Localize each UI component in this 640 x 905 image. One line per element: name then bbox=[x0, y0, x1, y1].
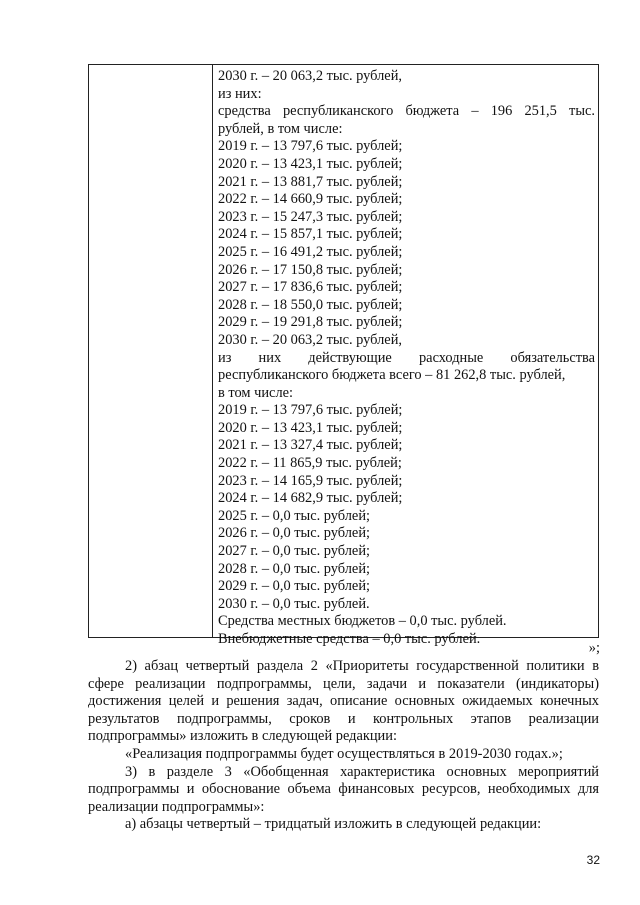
page-number: 32 bbox=[586, 853, 600, 867]
table-line: 2027 г. – 0,0 тыс. рублей; bbox=[218, 543, 371, 560]
financing-table bbox=[88, 64, 599, 647]
paragraph-section-3: 3) в разделе 3 «Обобщенная характеристика основных мероприятий подпрограммы и обоснование объема финансовых ресурсов, необходимых для реализации подпрограммы»: bbox=[88, 763, 599, 815]
table-line: 2020 г. – 13 423,1 тыс. рублей; bbox=[218, 155, 403, 172]
table-line: 2030 г. – 20 063,2 тыс. рублей, bbox=[218, 331, 402, 348]
table-line: 2019 г. – 13 797,6 тыс. рублей; bbox=[218, 402, 403, 419]
table-line: 2020 г. – 13 423,1 тыс. рублей; bbox=[218, 419, 403, 436]
paragraph-subitem-a: а) абзацы четвертый – тридцатый изложить в следующей редакции: bbox=[125, 816, 542, 833]
table-line: Средства местных бюджетов – 0,0 тыс. рублей. bbox=[218, 613, 507, 630]
table-line: 2029 г. – 0,0 тыс. рублей; bbox=[218, 578, 371, 595]
table-line: 2026 г. – 17 150,8 тыс. рублей; bbox=[218, 261, 403, 278]
table-line: 2024 г. – 14 682,9 тыс. рублей; bbox=[218, 490, 403, 507]
table-line: 2026 г. – 0,0 тыс. рублей; bbox=[218, 525, 371, 542]
table-line: 2027 г. – 17 836,6 тыс. рублей; bbox=[218, 279, 403, 296]
table-line: 2022 г. – 14 660,9 тыс. рублей; bbox=[218, 191, 403, 208]
table-line: 2022 г. – 11 865,9 тыс. рублей; bbox=[218, 455, 402, 472]
table-line: 2030 г. – 20 063,2 тыс. рублей, bbox=[218, 68, 402, 84]
paragraph-section-2: 2) абзац четвертый раздела 2 «Приоритеты государственной политики в сфере реализации подпрограммы, цели, задачи и показатели (индикаторы) достижения целей и решения задач, описание основных ожидаемых конечных результатов подпрограммы, сроков и контрольных этапов реализации подпрограммы» изложить в следующей редакции: bbox=[88, 658, 599, 745]
table-line: 2028 г. – 18 550,0 тыс. рублей; bbox=[218, 296, 403, 313]
table-line: 2025 г. – 0,0 тыс. рублей; bbox=[218, 507, 371, 524]
table-line: 2024 г. – 15 857,1 тыс. рублей; bbox=[218, 226, 403, 243]
table-line: Внебюджетные средства – 0,0 тыс. рублей. bbox=[218, 631, 481, 647]
table-line: республиканского бюджета всего – 81 262,8 тыс. рублей, bbox=[218, 367, 566, 384]
table-line: рублей, в том числе: bbox=[218, 120, 343, 137]
table-line: 2019 г. – 13 797,6 тыс. рублей; bbox=[218, 138, 403, 155]
table-line: 2028 г. – 0,0 тыс. рублей; bbox=[218, 560, 371, 577]
table-line: в том числе: bbox=[218, 384, 294, 401]
table-line: 2029 г. – 19 291,8 тыс. рублей; bbox=[218, 314, 403, 331]
table-line: 2021 г. – 13 881,7 тыс. рублей; bbox=[218, 173, 403, 190]
table-line: 2030 г. – 0,0 тыс. рублей. bbox=[218, 595, 370, 612]
closing-quote: »; bbox=[588, 640, 600, 656]
table-line: 2025 г. – 16 491,2 тыс. рублей; bbox=[218, 243, 403, 260]
paragraph-quote: «Реализация подпрограммы будет осуществляться в 2019-2030 годах.»; bbox=[125, 745, 563, 762]
table-line: 2023 г. – 14 165,9 тыс. рублей; bbox=[218, 472, 403, 489]
table-line: 2023 г. – 15 247,3 тыс. рублей; bbox=[218, 208, 403, 225]
table-line: 2021 г. – 13 327,4 тыс. рублей; bbox=[218, 437, 403, 454]
table-column-divider bbox=[212, 65, 213, 637]
table-line: из них действующие расходные обязательства bbox=[218, 349, 595, 366]
table-line: из них: bbox=[218, 85, 262, 102]
document-body bbox=[88, 658, 599, 834]
table-cell-financing bbox=[218, 68, 595, 649]
table-line: средства республиканского бюджета – 196 251,5 тыс. bbox=[218, 103, 595, 120]
